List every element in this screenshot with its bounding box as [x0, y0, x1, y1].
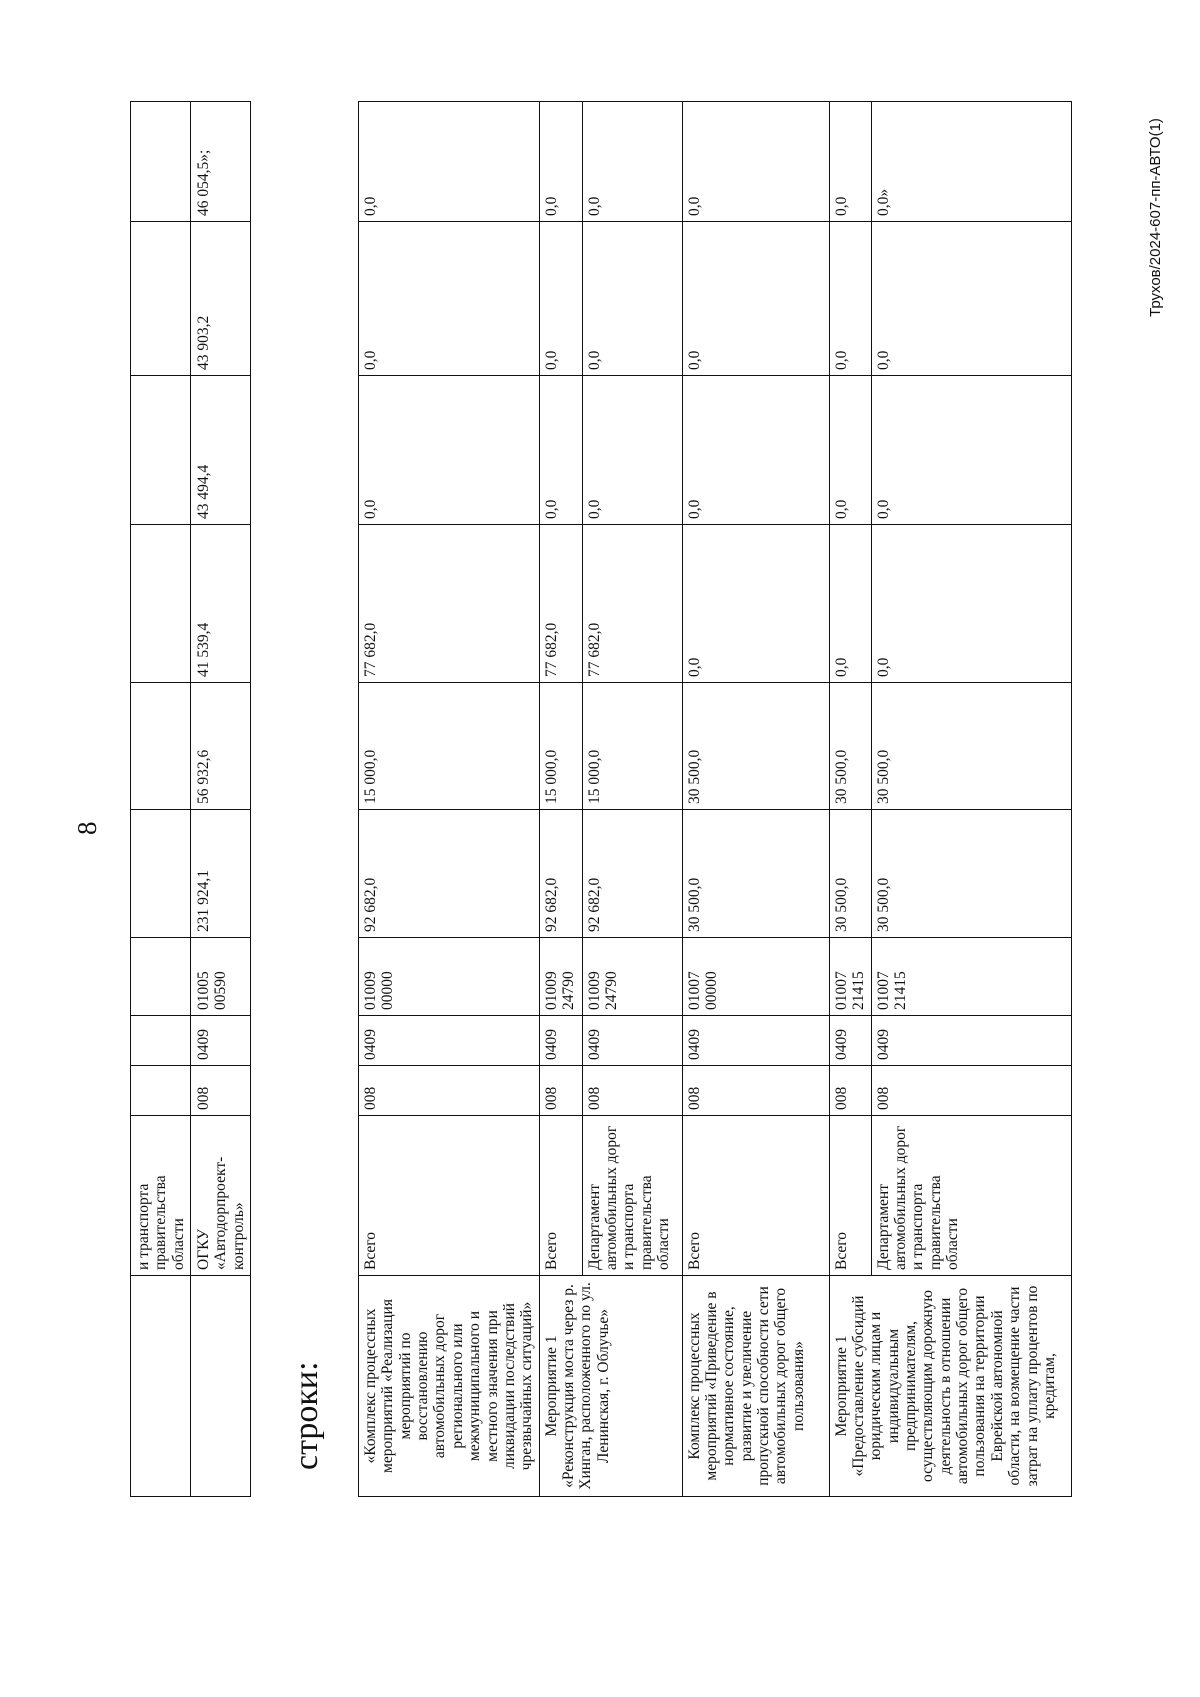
budget-table-top [130, 101, 251, 1497]
table-cell: Всего [682, 1116, 829, 1276]
table-cell: 0,0 [682, 222, 829, 376]
table-cell: 0,0 [359, 376, 540, 525]
table-cell: 30 500,0 [871, 683, 1071, 810]
document-footer-code: Трухов/2024-607-пп-АВТО(1) [1147, 118, 1164, 317]
table-cell: 0,0 [539, 222, 582, 376]
table-cell: 30 500,0 [829, 683, 871, 810]
table-cell: 01007 21415 [829, 938, 871, 1016]
table-cell: 0,0 [682, 525, 829, 683]
table-cell [131, 525, 191, 683]
table-row [829, 102, 871, 1497]
table-cell: Всего [829, 1116, 871, 1276]
table-cell: 43 494,4 [191, 376, 251, 525]
table-row [131, 102, 191, 1497]
table-cell [131, 1016, 191, 1066]
table-cell: 008 [539, 1066, 582, 1116]
table-cell: 0,0 [829, 222, 871, 376]
table-cell: 0,0 [582, 222, 682, 376]
table-cell: 0,0 [359, 222, 540, 376]
table-cell: 0409 [582, 1016, 682, 1066]
table-cell [131, 683, 191, 810]
table-cell: 56 932,6 [191, 683, 251, 810]
table-cell: 008 [682, 1066, 829, 1116]
table-row [359, 102, 540, 1497]
table-cell: 30 500,0 [682, 683, 829, 810]
table-row [682, 102, 829, 1497]
table-cell: 0,0 [871, 376, 1071, 525]
table-cell: Мероприятие 1 «Реконструкция моста через р. Хинган, расположенного по ул. Ленинская, г. Облучье» [539, 1276, 682, 1497]
table-cell: 15 000,0 [359, 683, 540, 810]
table-row [191, 102, 251, 1497]
table-cell: 231 924,1 [191, 810, 251, 938]
table-cell: Всего [359, 1116, 540, 1276]
table-cell [191, 1276, 251, 1497]
section-label: строки: [288, 1361, 325, 1470]
table-cell: 01007 21415 [871, 938, 1071, 1016]
table-cell: 92 682,0 [359, 810, 540, 938]
table-cell: Департамент автомобильных дорог и транспорта правительства области [582, 1116, 682, 1276]
table-cell [131, 1276, 191, 1497]
table-cell: 15 000,0 [539, 683, 582, 810]
table-cell: 0409 [359, 1016, 540, 1066]
table-cell: 008 [582, 1066, 682, 1116]
table-cell: 01009 24790 [539, 938, 582, 1016]
table-cell: 0409 [191, 1016, 251, 1066]
table-cell: 92 682,0 [539, 810, 582, 938]
table-cell: 01009 00000 [359, 938, 540, 1016]
table-cell: 92 682,0 [582, 810, 682, 938]
table-cell: «Комплекс процессных мероприятий «Реализация мероприятий по восстановлению автомобильных дорог регионального или межмуниципального и местного значения при ликвидации последствий чрезвычайных ситуаций» [359, 1276, 540, 1497]
table-cell: 008 [359, 1066, 540, 1116]
table-cell: 0409 [829, 1016, 871, 1066]
table-cell: 01007 00000 [682, 938, 829, 1016]
table-cell: 30 500,0 [682, 810, 829, 938]
table-cell: 0409 [539, 1016, 582, 1066]
table-cell: 0,0 [582, 376, 682, 525]
table-cell: 0,0 [871, 525, 1071, 683]
table-cell: 41 539,4 [191, 525, 251, 683]
table-cell: 15 000,0 [582, 683, 682, 810]
table-cell [131, 376, 191, 525]
table-cell: 0,0» [871, 102, 1071, 222]
table-cell: 008 [871, 1066, 1071, 1116]
table-cell: Мероприятие 1 «Предоставление субсидий юридическим лицам и индивидуальным предпринимателям, осуществляющим дорожную деятельность в отношении автомобильных дорог общего пользования на территории Еврейской автономной области, на возмещение части затрат на уплату процентов по кредитам, [829, 1276, 1071, 1497]
table-cell [131, 102, 191, 222]
table-cell: 01009 24790 [582, 938, 682, 1016]
table-cell: 0,0 [871, 222, 1071, 376]
table-cell: 77 682,0 [359, 525, 540, 683]
table-cell: 0,0 [829, 102, 871, 222]
table-cell: 008 [829, 1066, 871, 1116]
table-cell: 0409 [682, 1016, 829, 1066]
table-cell: 008 [191, 1066, 251, 1116]
budget-table-main [358, 101, 1072, 1497]
table-cell: 0409 [871, 1016, 1071, 1066]
table-cell: Комплекс процессных мероприятий «Приведение в нормативное состояние, развитие и увеличение пропускной способности сети автомобильных дорог общего пользования» [682, 1276, 829, 1497]
table-cell: Департамент автомобильных дорог и транспорта правительства области [871, 1116, 1071, 1276]
table-row [539, 102, 582, 1497]
table-cell [131, 810, 191, 938]
table-cell: и транспорта правительства области [131, 1116, 191, 1276]
table-cell: 0,0 [539, 376, 582, 525]
table-cell: 0,0 [682, 102, 829, 222]
table-cell: 0,0 [359, 102, 540, 222]
table-cell [131, 938, 191, 1016]
table-cell: Всего [539, 1116, 582, 1276]
table-cell: 30 500,0 [829, 810, 871, 938]
table-cell: 43 903,2 [191, 222, 251, 376]
table-cell: 46 054,5»; [191, 102, 251, 222]
table-cell: ОГКУ «Автодорпроект-контроль» [191, 1116, 251, 1276]
table-cell: 0,0 [582, 102, 682, 222]
page-number: 8 [72, 821, 102, 835]
table-cell: 01005 00590 [191, 938, 251, 1016]
table-cell [131, 222, 191, 376]
table-cell: 0,0 [829, 376, 871, 525]
table-cell [131, 1066, 191, 1116]
table-cell: 0,0 [829, 525, 871, 683]
table-cell: 77 682,0 [582, 525, 682, 683]
table-cell: 0,0 [539, 102, 582, 222]
table-cell: 77 682,0 [539, 525, 582, 683]
table-cell: 30 500,0 [871, 810, 1071, 938]
table-cell: 0,0 [682, 376, 829, 525]
